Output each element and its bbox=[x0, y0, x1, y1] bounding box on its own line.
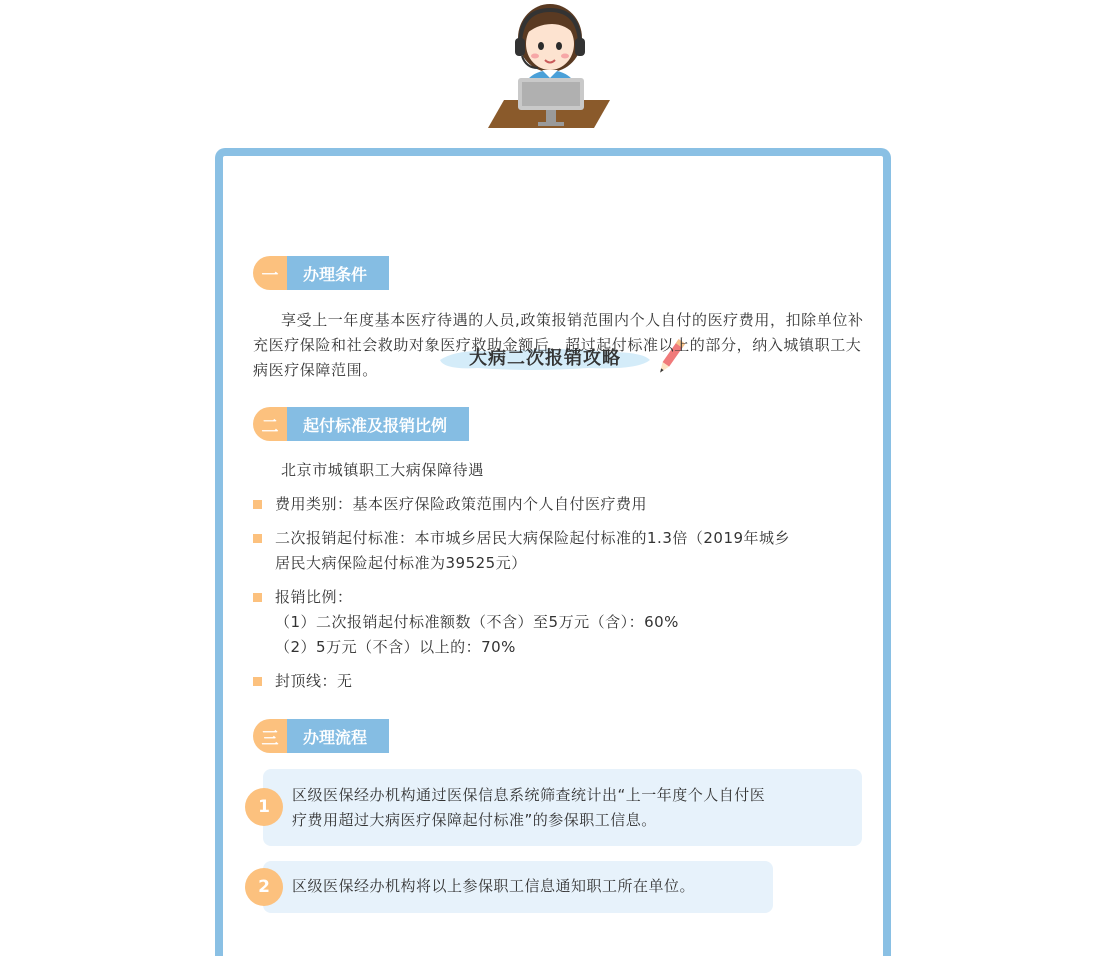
step-number-badge: 1 bbox=[245, 788, 283, 826]
bullet-text: 报销比例： bbox=[275, 588, 353, 606]
section-number: 三 bbox=[253, 719, 287, 753]
bullet-square-icon bbox=[253, 500, 262, 509]
bullet-square-icon bbox=[253, 677, 262, 686]
content-card bbox=[215, 148, 891, 956]
page-title: 大病二次报销攻略 bbox=[469, 348, 621, 369]
bullet-square-icon bbox=[253, 593, 262, 602]
section-number: 二 bbox=[253, 407, 287, 441]
bullet-text: 居民大病保险起付标准为39525元） bbox=[275, 554, 527, 572]
step-text-line: 疗费用超过大病医疗保障起付标准”的参保职工信息。 bbox=[292, 811, 657, 829]
step-text-line: 区级医保经办机构将以上参保职工信息通知职工所在单位。 bbox=[292, 877, 696, 895]
standard-intro: 北京市城镇职工大病保障待遇 bbox=[281, 461, 484, 479]
bullet-text: 封顶线：无 bbox=[275, 672, 353, 690]
step-number-badge: 2 bbox=[245, 868, 283, 906]
bullet-text: （2）5万元（不含）以上的：70% bbox=[275, 638, 516, 656]
bullet-square-icon bbox=[253, 534, 262, 543]
section-title: 起付标准及报销比例 bbox=[287, 407, 469, 441]
conditions-paragraph: 享受上一年度基本医疗待遇的人员,政策报销范围内个人自付的医疗费用，扣除单位补充医疗保险和社会救助对象医疗救助金额后，超过起付标准以上的部分，纳入城镇职工大病医疗保障范围。 bbox=[253, 311, 864, 379]
step-text-line: 区级医保经办机构通过医保信息系统筛查统计出“上一年度个人自付医 bbox=[292, 786, 766, 804]
bullet-text: 费用类别：基本医疗保险政策范围内个人自付医疗费用 bbox=[275, 495, 648, 513]
section-number: 一 bbox=[253, 256, 287, 290]
bullet-text: （1）二次报销起付标准额数（不含）至5万元（含）：60% bbox=[275, 613, 679, 631]
customer-service-mascot bbox=[486, 2, 622, 130]
section-title: 办理流程 bbox=[287, 719, 389, 753]
section-title: 办理条件 bbox=[287, 256, 389, 290]
process-step bbox=[263, 861, 773, 913]
process-step bbox=[263, 769, 862, 846]
bullet-text: 二次报销起付标准：本市城乡居民大病保险起付标准的1.3倍（2019年城乡 bbox=[275, 529, 791, 547]
